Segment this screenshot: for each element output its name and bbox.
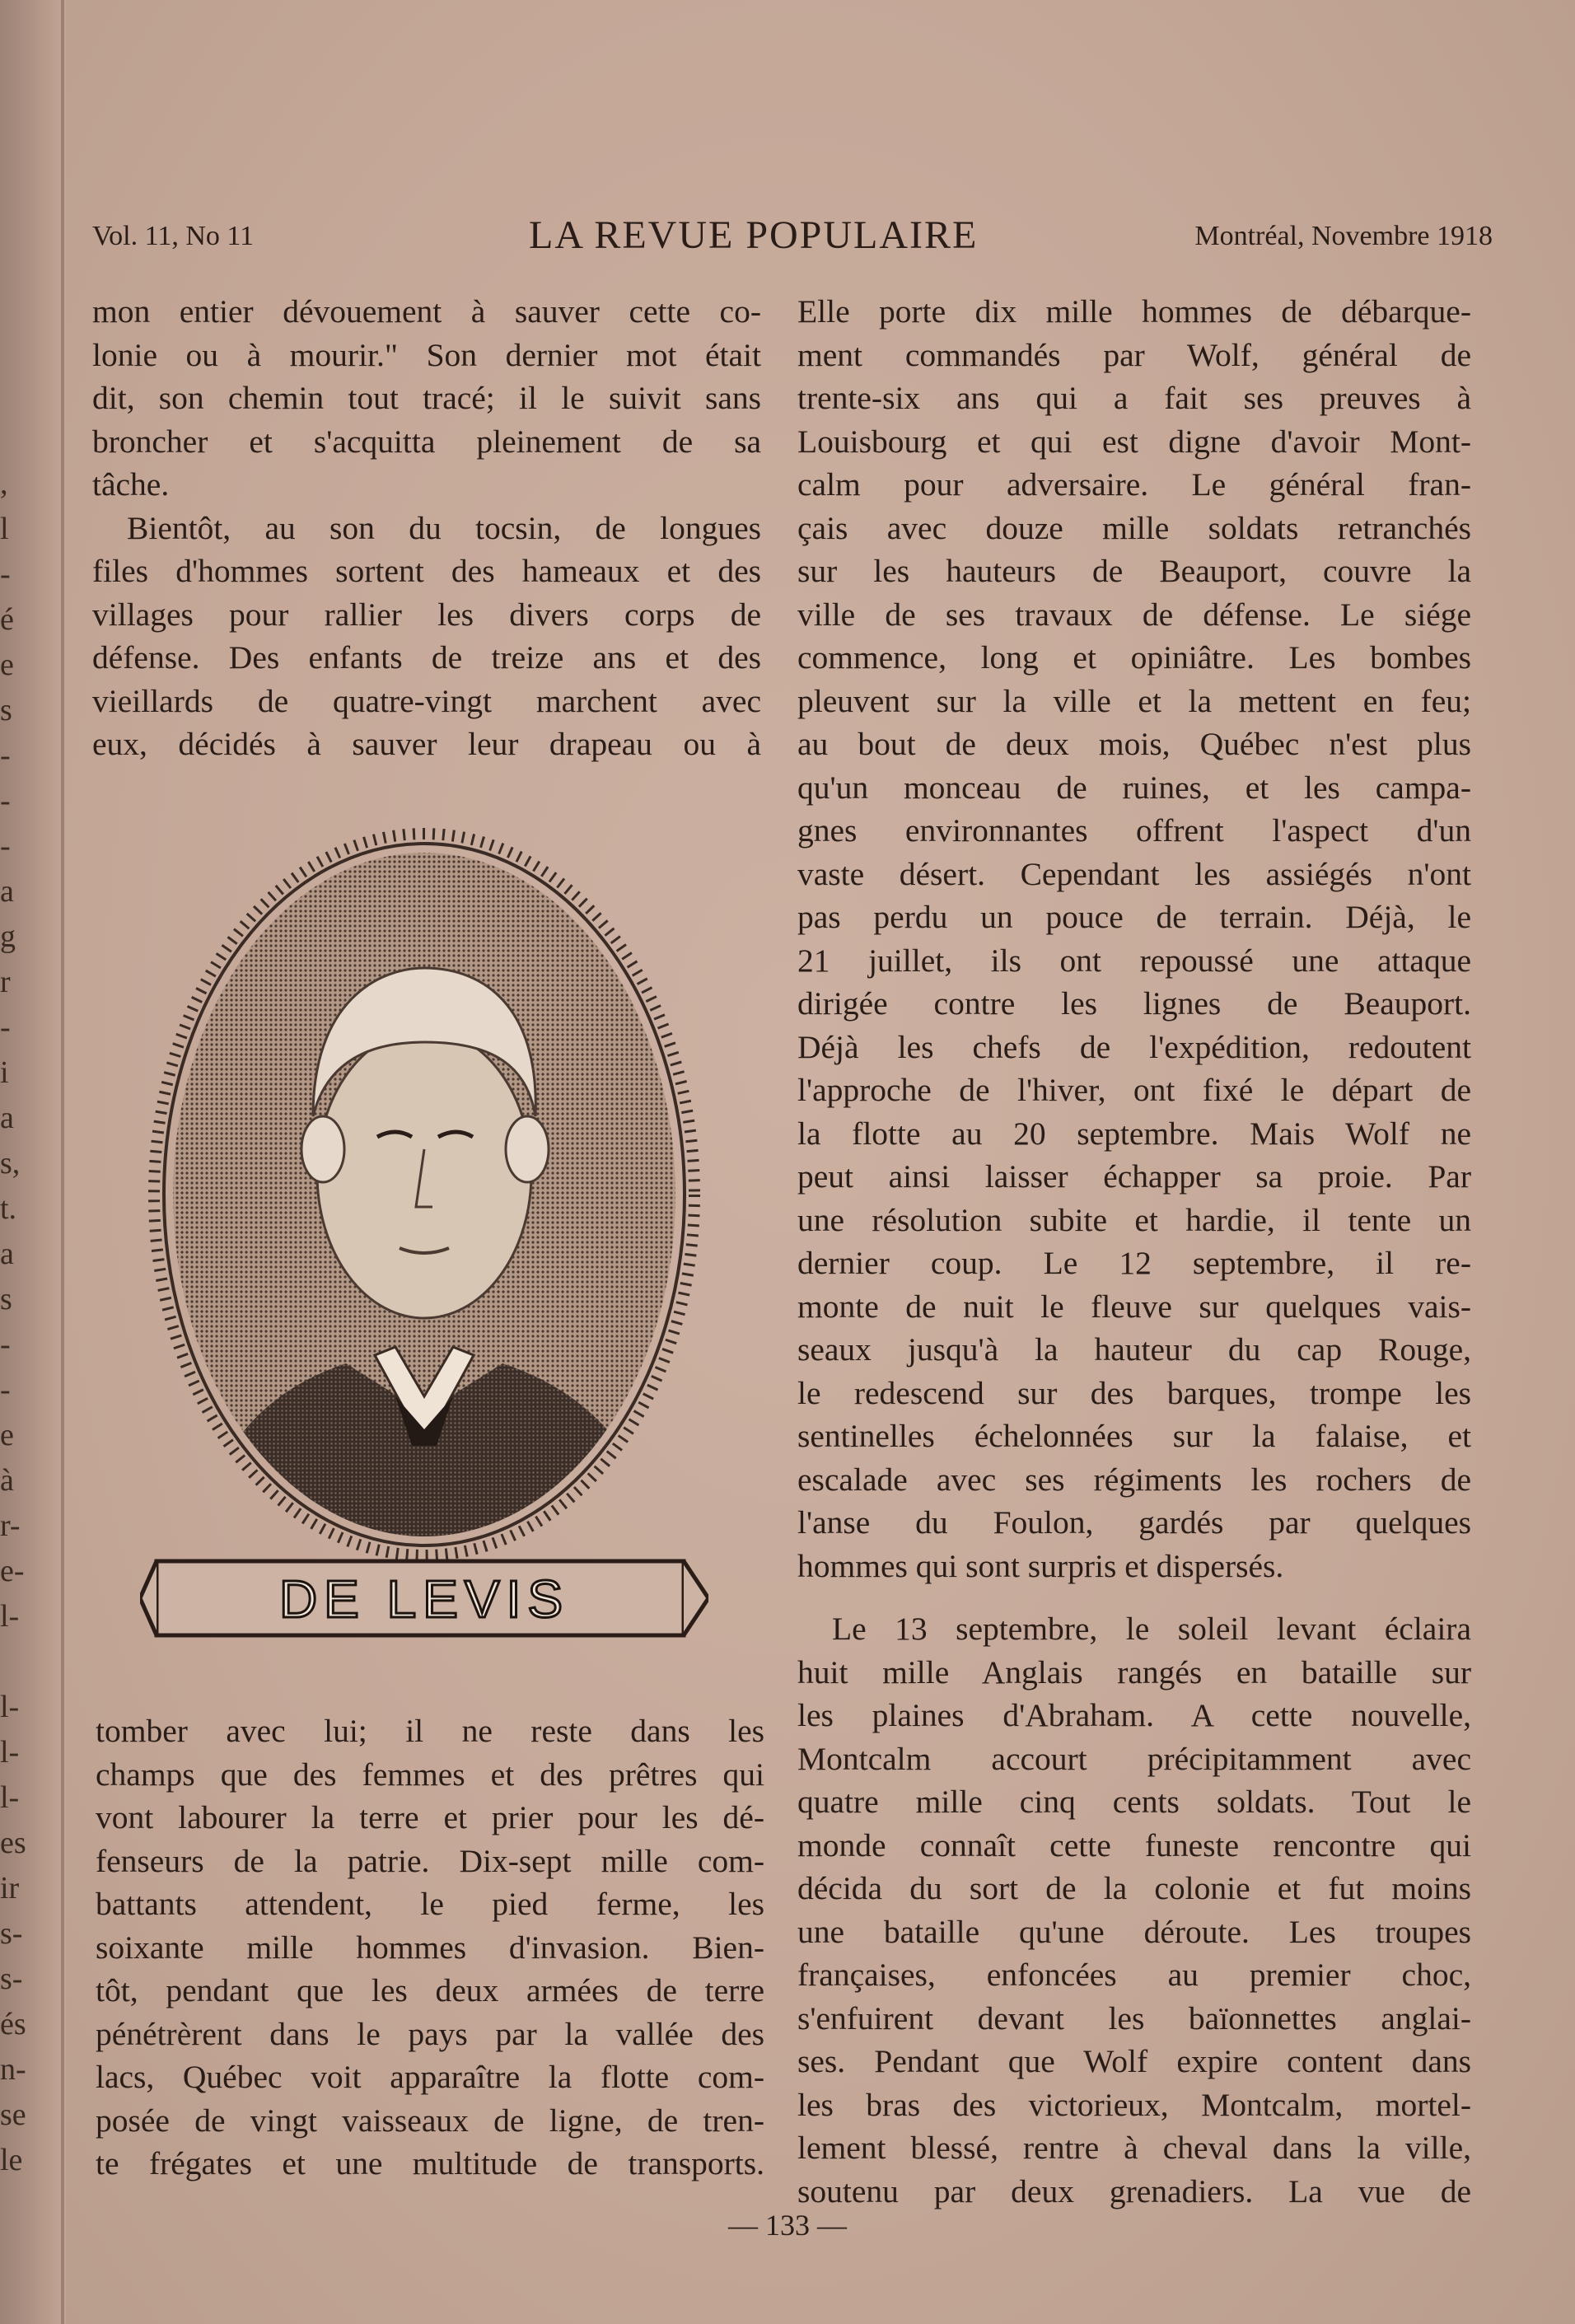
text-line: pas perdu un pouce de terrain. Déjà, le: [797, 899, 1471, 935]
text-line: çais avec douze mille soldats retranchés: [797, 509, 1471, 546]
text-line: hommes qui sont surpris et dispersés.: [797, 1547, 1284, 1584]
right-column: [797, 290, 1471, 2213]
text-line: eux, décidés à sauver leur drapeau ou à: [92, 726, 761, 762]
text-line: l'anse du Foulon, gardés par quelques: [797, 1504, 1471, 1541]
volume-issue: Vol. 11, No 11: [92, 221, 255, 251]
text-line: soutenu par deux grenadiers. La vue de: [797, 2172, 1471, 2209]
text-line: vieillards de quatre-vingt marchent avec: [92, 682, 761, 719]
text-line: gnes environnantes offrent l'aspect d'un: [797, 812, 1471, 849]
text-line: villages pour rallier les divers corps de: [92, 596, 761, 633]
portrait-caption: DE LEVIS: [278, 1569, 570, 1629]
text-line: une bataille qu'une déroute. Les troupes: [797, 1913, 1471, 1950]
text-line: tôt, pendant que les deux armées de terre: [96, 1972, 764, 2008]
text-line: une résolution subite et hardie, il tente un: [797, 1201, 1471, 1238]
text-line: vont labourer la terre et prier pour les dé-: [96, 1799, 764, 1835]
text-line: vaste désert. Cependant les assiégés n'ont: [797, 855, 1471, 892]
text-line: dernier coup. Le 12 septembre, il re-: [797, 1245, 1471, 1281]
text-line: dit, son chemin tout tracé; il le suivit sans: [92, 380, 761, 416]
text-line: Elle porte dix mille hommes de débarque-: [797, 293, 1471, 330]
text-line: sentinelles échelonnées sur la falaise, et: [797, 1418, 1471, 1454]
text-line: tomber avec lui; il ne reste dans les: [96, 1713, 764, 1749]
text-line: huit mille Anglais rangés en bataille sur: [797, 1653, 1471, 1690]
text-line: monte de nuit le fleuve sur quelques vais-: [797, 1288, 1471, 1325]
page-number: — 133 —: [728, 2209, 847, 2242]
left-column-top: [92, 290, 761, 766]
text-line: les plaines d'Abraham. A cette nouvelle,: [797, 1697, 1471, 1733]
text-line: broncher et s'acquitta pleinement de sa: [92, 423, 761, 460]
text-line: l'approche de l'hiver, ont fixé le départ de: [797, 1072, 1471, 1108]
text-line: la flotte au 20 septembre. Mais Wolf ne: [797, 1115, 1471, 1152]
text-line: françaises, enfoncées au premier choc,: [797, 1957, 1471, 1993]
text-line: champs que des femmes et des prêtres qui: [96, 1756, 764, 1793]
text-line: s'enfuirent devant les baïonnettes anglai-: [797, 1999, 1471, 2036]
text-line: Montcalm accourt précipitamment avec: [797, 1740, 1471, 1777]
left-column-bottom: [96, 1709, 764, 2186]
text-line: mon entier dévouement à sauver cette co-: [92, 293, 761, 330]
text-line: posée de vingt vaisseaux de ligne, de tren-: [96, 2102, 764, 2139]
text-line: lacs, Québec voit apparaître la flotte com-: [96, 2059, 764, 2095]
facing-page-edge-text: , l - é e s - - - a g r - i a s, t. a s - - e à r- e- l- l- l- l- es ir s- s- és n- se le: [0, 466, 26, 2177]
text-line: files d'hommes sortent des hameaux et des: [92, 553, 761, 589]
text-line: seaux jusqu'à la hauteur du cap Rouge,: [797, 1331, 1471, 1368]
text-line: ville de ses travaux de défense. Le siége: [797, 596, 1471, 633]
text-line: tâche.: [92, 466, 170, 503]
text-line: te frégates et une multitude de transports.: [96, 2145, 764, 2181]
text-line: trente-six ans qui a fait ses preuves à: [797, 380, 1471, 416]
text-line: monde connaît cette funeste rencontre qui: [797, 1826, 1471, 1863]
text-line: fenseurs de la patrie. Dix-sept mille com-: [96, 1842, 764, 1879]
text-line: dirigée contre les lignes de Beauport.: [797, 985, 1471, 1022]
text-line: ment commandés par Wolf, général de: [797, 336, 1471, 373]
text-line: Bientôt, au son du tocsin, de longues: [127, 509, 761, 546]
text-line: lonie ou à mourir." Son dernier mot était: [92, 336, 761, 373]
text-line: Le 13 septembre, le soleil levant éclaira: [832, 1611, 1471, 1647]
text-line: les bras des victorieux, Montcalm, mortel-: [797, 2086, 1471, 2123]
text-line: soixante mille hommes d'invasion. Bien-: [96, 1929, 764, 1966]
text-line: lement blessé, rentre à cheval dans la ville,: [797, 2130, 1471, 2166]
place-date: Montréal, Novembre 1918: [1194, 221, 1493, 251]
text-line: ses. Pendant que Wolf expire content dans: [797, 2043, 1471, 2079]
text-line: le redescend sur des barques, trompe les: [797, 1374, 1471, 1411]
text-line: peut ainsi laisser échapper sa proie. Par: [797, 1158, 1471, 1195]
text-line: battants attendent, le pied ferme, les: [96, 1886, 764, 1922]
binding-edge: [61, 0, 64, 2324]
text-line: Déjà les chefs de l'expédition, redoutent: [797, 1028, 1471, 1065]
text-line: sur les hauteurs de Beauport, couvre la: [797, 553, 1471, 589]
text-line: calm pour adversaire. Le général fran-: [797, 466, 1471, 503]
text-line: qu'un monceau de ruines, et les campa-: [797, 769, 1471, 806]
text-line: Louisbourg et qui est digne d'avoir Mont-: [797, 423, 1471, 460]
text-line: escalade avec ses régiments les rochers de: [797, 1461, 1471, 1498]
text-line: défense. Des enfants de treize ans et des: [92, 639, 761, 676]
running-header: [92, 213, 1493, 262]
text-line: décida du sort de la colonie et fut moins: [797, 1870, 1471, 1906]
text-line: au bout de deux mois, Québec n'est plus: [797, 726, 1471, 762]
text-line: quatre mille cinq cents soldats. Tout le: [797, 1784, 1471, 1820]
magazine-title: LA REVUE POPULAIRE: [529, 213, 979, 257]
portrait-engraving: [140, 820, 708, 1660]
text-line: 21 juillet, ils ont repoussé une attaque: [797, 942, 1471, 979]
text-line: pénétrèrent dans le pays par la vallée des: [96, 2015, 764, 2052]
text-line: pleuvent sur la ville et la mettent en feu;: [797, 682, 1471, 719]
text-line: commence, long et opiniâtre. Les bombes: [797, 639, 1471, 676]
face: [317, 1030, 531, 1318]
